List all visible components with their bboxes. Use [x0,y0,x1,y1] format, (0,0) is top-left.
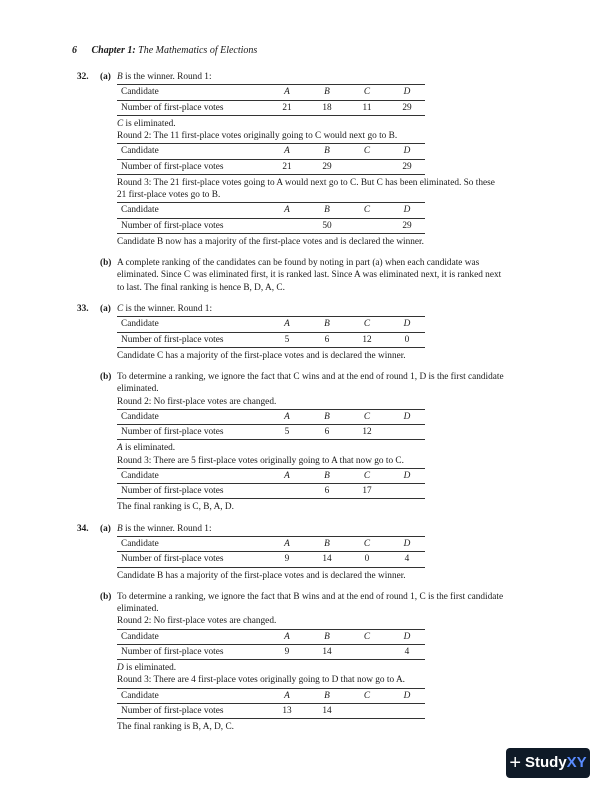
table-cell: 21 [265,100,305,115]
table-cell: 14 [305,552,345,567]
elimination-text: A is eliminated. [117,443,176,454]
table-cell: 11 [345,100,385,115]
table-cell: 29 [305,159,345,174]
intro-text: B is the winner. Round 1: [117,72,212,82]
problem-number: 32. [77,72,89,82]
problem-32 [77,71,547,294]
table-row-label: Number of first-place votes [117,332,265,347]
table-cell: D [385,144,425,159]
table-row-label: Candidate [117,203,265,218]
table-cell: D [385,85,425,100]
table-cell [345,644,385,659]
part-label: (b) [100,258,112,269]
table-cell: B [305,688,345,703]
table-row-label: Candidate [117,409,265,424]
table-cell: 13 [265,703,305,718]
table-cell: 12 [345,332,385,347]
table-cell: A [265,409,305,424]
part-a [100,523,547,582]
votes-table [117,468,425,500]
table-cell [265,484,305,499]
round-text: Round 2: The 11 first-place votes originally going to C would next go to B. [117,131,398,142]
table-cell: 6 [305,425,345,440]
table-cell: D [385,203,425,218]
votes-table [117,202,425,234]
table-row-label: Number of first-place votes [117,218,265,233]
table-row-label: Number of first-place votes [117,552,265,567]
table-row-label: Candidate [117,688,265,703]
conclusion-text: Candidate C has a majority of the first-place votes and is declared the winner. [117,350,406,361]
table-cell: A [265,468,305,483]
table-cell: D [385,317,425,332]
body-text: eliminated. Since C was eliminated first, it is ranked last. Since A was eliminated next, it is ranked next [117,270,502,281]
votes-table [117,84,425,116]
part-label: (b) [100,372,112,383]
table-cell [385,703,425,718]
badge-text-suffix: XY [566,754,587,772]
votes-table [117,536,425,568]
table-cell: 29 [385,159,425,174]
part-a [100,303,547,362]
body-text: A complete ranking of the candidates can be found by noting in part (a) when each candidate was [117,258,480,269]
table-cell: 5 [265,425,305,440]
intro-text: B is the winner. Round 1: [117,523,212,534]
table-cell: 6 [305,332,345,347]
table-cell: D [385,536,425,551]
body-text: eliminated. [117,384,159,395]
table-cell: 12 [345,425,385,440]
page-number: 6 [72,45,77,56]
problem-34 [77,523,547,734]
table-cell: 29 [385,218,425,233]
table-cell: D [385,688,425,703]
table-cell: B [305,317,345,332]
table-cell: B [305,468,345,483]
table-cell: A [265,144,305,159]
table-cell: B [305,629,345,644]
body-text: To determine a ranking, we ignore the fact that C wins and at the end of round 1, D is the first candidate [117,372,504,383]
elimination-text: D is eliminated. [117,663,177,674]
table-cell [385,484,425,499]
body-text: To determine a ranking, we ignore the fact that B wins and at the end of round 1, C is the first candidate [117,591,504,602]
table-cell: 4 [385,644,425,659]
table-cell: A [265,536,305,551]
chapter-title: The Mathematics of Elections [138,45,258,56]
table-cell: B [305,536,345,551]
votes-table [117,143,425,175]
table-cell: 0 [345,552,385,567]
table-cell: C [345,468,385,483]
table-cell [345,218,385,233]
table-cell: 6 [305,484,345,499]
table-cell: C [345,85,385,100]
votes-table [117,688,425,720]
table-cell: C [345,317,385,332]
table-cell [265,218,305,233]
table-row-label: Number of first-place votes [117,484,265,499]
badge-text-prefix: Study [525,754,567,772]
body-text: to last. The final ranking is hence B, D, A, C. [117,282,285,293]
conclusion-text: Candidate B has a majority of the first-place votes and is declared the winner. [117,570,406,581]
table-cell: B [305,203,345,218]
part-a [100,71,547,248]
round-text: Round 2: No first-place votes are changed. [117,616,277,627]
intro-text: C is the winner. Round 1: [117,303,213,314]
table-cell: D [385,468,425,483]
table-cell: B [305,409,345,424]
problem-33 [77,303,547,514]
round-text: Round 3: There are 4 first-place votes originally going to D that now go to A. [117,675,405,686]
votes-table [117,409,425,441]
part-b [100,371,547,514]
round-text: Round 3: The 21 first-place votes going to A would next go to C. But C has been eliminated. So these [117,177,495,188]
table-row-label: Number of first-place votes [117,100,265,115]
table-cell: C [345,536,385,551]
round-text: Round 2: No first-place votes are changed. [117,396,277,407]
table-cell: 29 [385,100,425,115]
table-cell [345,703,385,718]
table-cell: 14 [305,703,345,718]
table-cell: C [345,144,385,159]
final-ranking-text: The final ranking is B, A, D, C. [117,722,234,733]
votes-table [117,316,425,348]
table-row-label: Candidate [117,468,265,483]
table-cell: C [345,629,385,644]
solutions-content [77,71,547,733]
table-cell: B [305,144,345,159]
table-cell: A [265,85,305,100]
table-cell: B [305,85,345,100]
part-label: (a) [100,523,111,534]
chapter-label: Chapter 1: [91,45,136,56]
table-cell: A [265,688,305,703]
round-text: Round 3: There are 5 first-place votes originally going to A that now go to C. [117,455,404,466]
table-cell: 9 [265,644,305,659]
table-cell: 14 [305,644,345,659]
problem-number: 33. [77,303,89,314]
page-header [72,44,257,57]
table-cell: 4 [385,552,425,567]
table-cell: A [265,629,305,644]
plus-icon: + [509,752,521,774]
table-cell: A [265,203,305,218]
elimination-text: C is eliminated. [117,118,176,129]
table-cell: 17 [345,484,385,499]
table-cell: 0 [385,332,425,347]
table-cell [385,425,425,440]
table-row-label: Candidate [117,536,265,551]
part-b [100,257,547,294]
part-label: (a) [100,72,111,82]
table-cell [345,159,385,174]
table-row-label: Candidate [117,144,265,159]
table-cell: 5 [265,332,305,347]
table-cell: 50 [305,218,345,233]
votes-table [117,629,425,661]
table-header-label: Candidate [117,85,265,100]
table-cell: A [265,317,305,332]
part-b [100,591,547,734]
table-cell: 21 [265,159,305,174]
table-cell: D [385,629,425,644]
table-cell: C [345,409,385,424]
conclusion-text: Candidate B now has a majority of the first-place votes and is declared the winner. [117,236,424,247]
table-cell: C [345,203,385,218]
final-ranking-text: The final ranking is C, B, A, D. [117,502,234,513]
table-cell: 9 [265,552,305,567]
table-row-label: Number of first-place votes [117,703,265,718]
table-cell: 18 [305,100,345,115]
table-row-label: Candidate [117,317,265,332]
table-cell: D [385,409,425,424]
part-label: (a) [100,303,111,314]
table-row-label: Number of first-place votes [117,159,265,174]
table-row-label: Candidate [117,629,265,644]
table-cell: C [345,688,385,703]
round-text: 21 first-place votes go to B. [117,190,221,201]
studyxy-badge[interactable] [506,748,590,778]
table-row-label: Number of first-place votes [117,644,265,659]
body-text: eliminated. [117,604,159,615]
table-row-label: Number of first-place votes [117,425,265,440]
part-label: (b) [100,591,112,602]
problem-number: 34. [77,523,89,534]
